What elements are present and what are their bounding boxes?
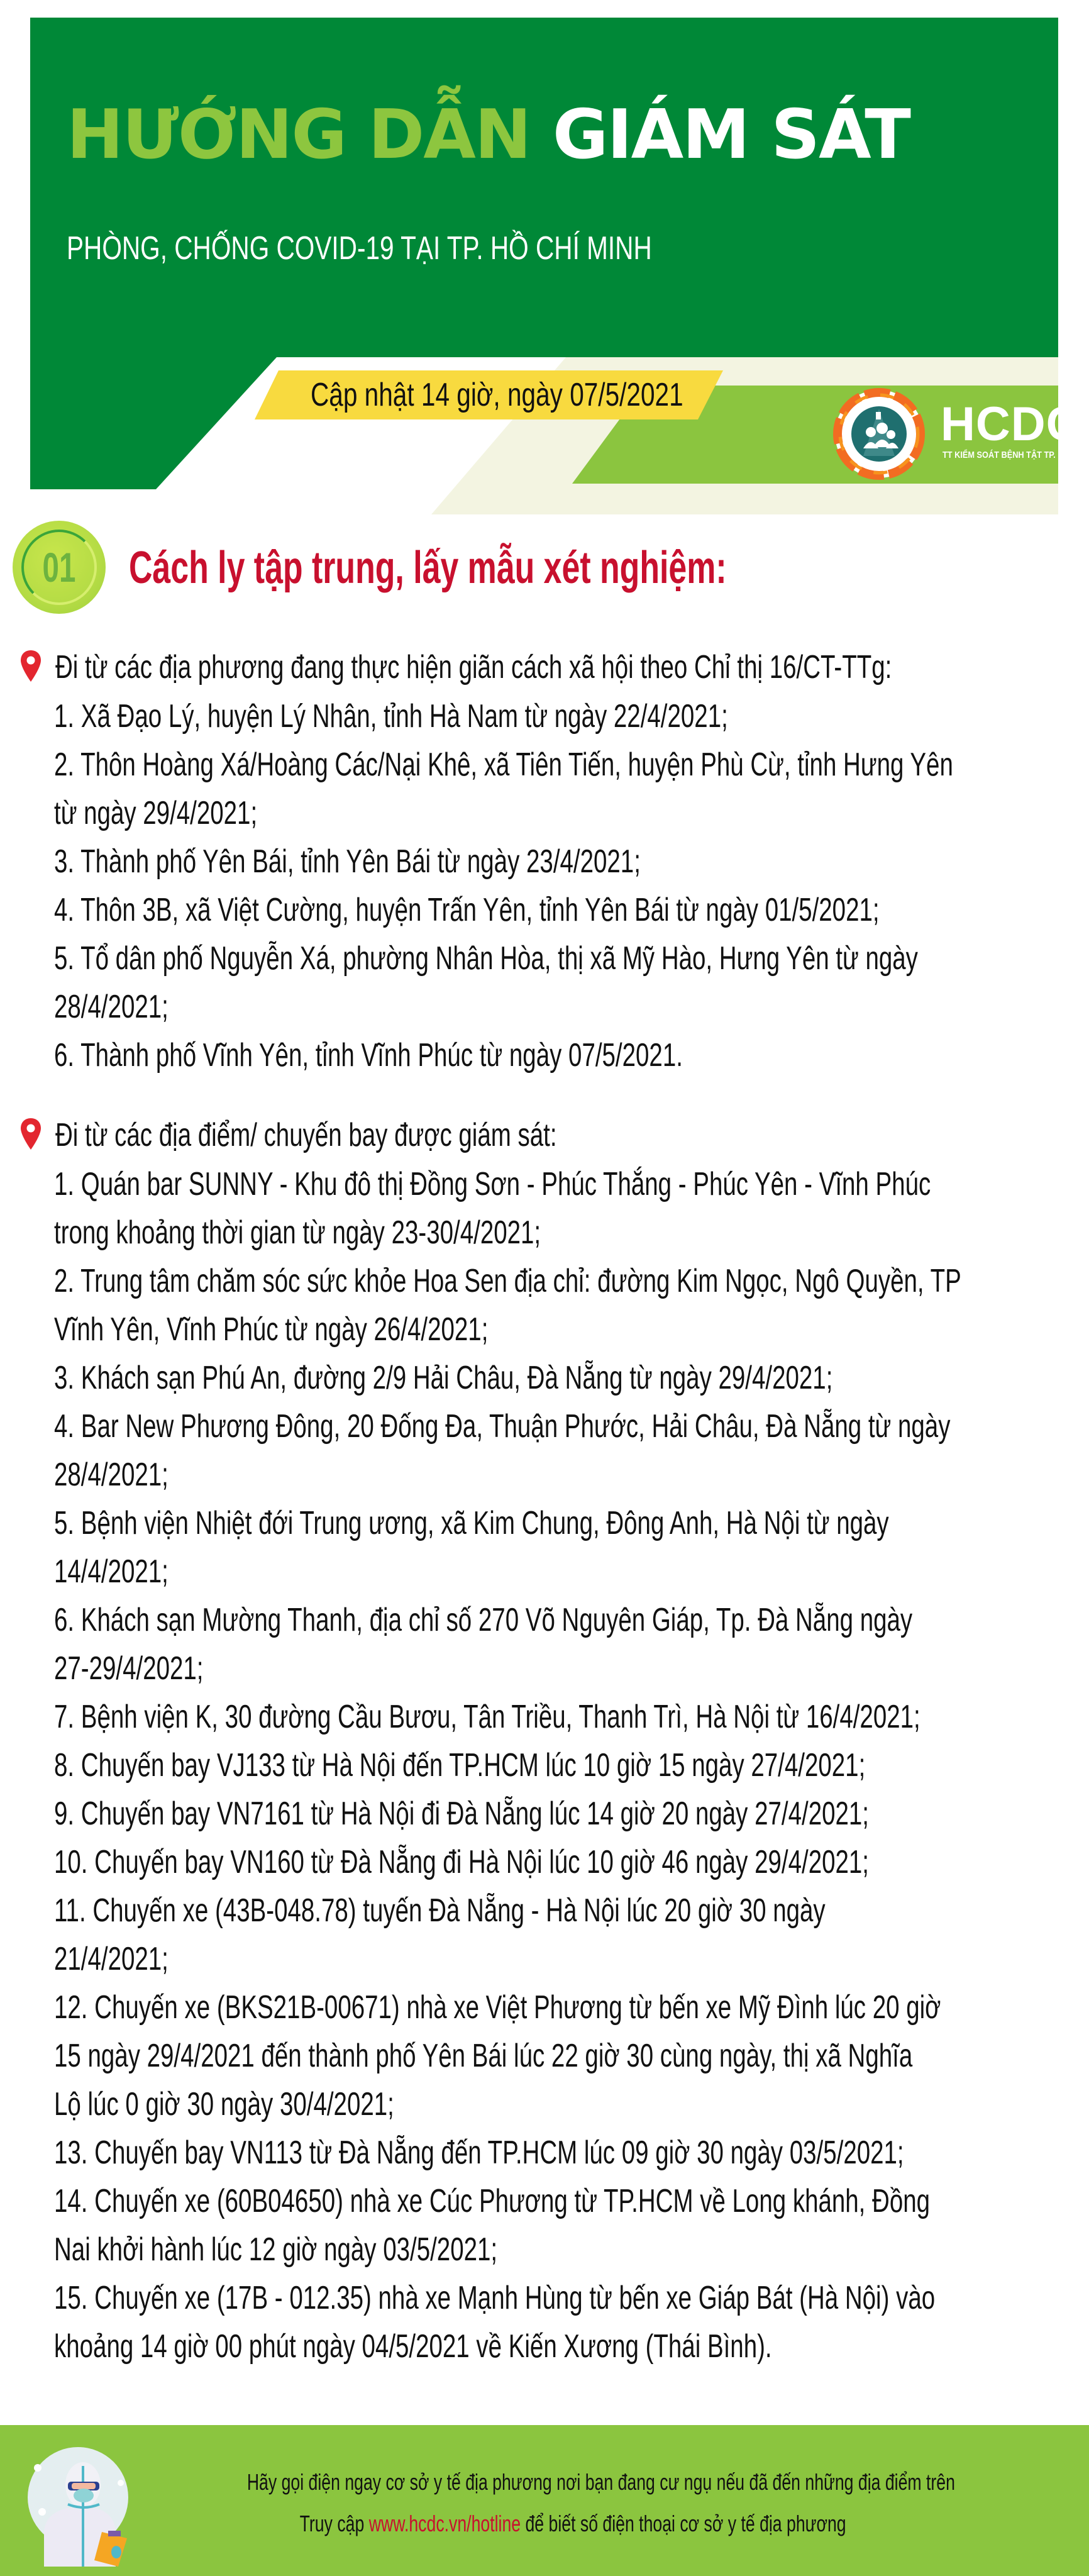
list-line: 13. Chuyến bay VN113 từ Đà Nẵng đến TP.HCM lúc 09 giờ 30 ngày 03/5/2021; [54,2135,904,2171]
location-pin-icon [19,649,43,683]
page-title [67,94,910,176]
list-line: 7. Bệnh viện K, 30 đường Cầu Bươu, Tân Triều, Thanh Trì, Hà Nội từ 16/4/2021; [54,1699,920,1735]
health-worker-icon [8,2438,140,2570]
list-line: 1. Quán bar SUNNY - Khu đô thị Đồng Sơn - Phúc Thắng - Phúc Yên - Vĩnh Phúc [54,1166,931,1202]
group-heading: Đi từ các địa điểm/ chuyến bay được giám sát: [55,1117,557,1153]
footer-line-1: Hãy gọi điện ngay cơ sở y tế địa phương nơi bạn đang cư ngụ nếu đã đến những địa điểm trên [246,2469,956,2495]
list-line: 21/4/2021; [54,1941,169,1977]
title-part-2: GIÁM SÁT [552,96,910,174]
hotline-link[interactable]: www.hcdc.vn/hotline [368,2511,521,2536]
list-line: từ ngày 29/4/2021; [54,795,258,831]
list-line: 5. Tổ dân phố Nguyễn Xá, phường Nhân Hòa, thị xã Mỹ Hào, Hưng Yên từ ngày [54,940,918,977]
group-heading: Đi từ các địa phương đang thực hiện giãn cách xã hội theo Chỉ thị 16/CT-TTg: [55,649,892,686]
list-line: 5. Bệnh viện Nhiệt đới Trung ương, xã Kim Chung, Đông Anh, Hà Nội từ ngày [54,1505,889,1541]
list-line: 11. Chuyến xe (43B-048.78) tuyến Đà Nẵng - Hà Nội lúc 20 giờ 30 ngày [54,1892,826,1929]
section-number-badge [13,521,106,614]
list-line: Vĩnh Yên, Vĩnh Phúc từ ngày 26/4/2021; [54,1311,489,1348]
list-line: 15. Chuyến xe (17B - 012.35) nhà xe Mạnh Hùng từ bến xe Giáp Bát (Hà Nội) vào [54,2280,936,2316]
list-line: 10. Chuyến bay VN160 từ Đà Nẵng đi Hà Nội lúc 10 giờ 46 ngày 29/4/2021; [54,1844,869,1880]
list-line: Nai khởi hành lúc 12 giờ ngày 03/5/2021; [54,2231,498,2268]
section-number: 01 [42,544,76,591]
list-line: 1. Xã Đạo Lý, huyện Lý Nhân, tỉnh Hà Nam từ ngày 22/4/2021; [54,698,728,735]
list-line: 14. Chuyến xe (60B04650) nhà xe Cúc Phương từ TP.HCM về Long khánh, Đồng [54,2183,931,2219]
list-line: 2. Trung tâm chăm sóc sức khỏe Hoa Sen địa chỉ: đường Kim Ngọc, Ngô Quyền, TP [54,1263,961,1299]
list-line: 15 ngày 29/4/2021 đến thành phố Yên Bái lúc 22 giờ 30 cùng ngày, thị xã Nghĩa [54,2038,913,2074]
list-line: trong khoảng thời gian từ ngày 23-30/4/2021; [54,1214,541,1251]
list-line: 4. Thôn 3B, xã Việt Cường, huyện Trấn Yên, tỉnh Yên Bái từ ngày 01/5/2021; [54,892,880,928]
list-line: 9. Chuyến bay VN7161 từ Hà Nội đi Đà Nẵng lúc 14 giờ 20 ngày 27/4/2021; [54,1796,869,1832]
footer-hotline [0,2508,1089,2540]
list-line: 28/4/2021; [54,1457,169,1493]
page-subtitle: PHÒNG, CHỐNG COVID-19 TẠI TP. HỒ CHÍ MINH [67,230,652,267]
footer-suffix: để biết số điện thoại cơ sở y tế địa phương [525,2511,846,2536]
list-line: 12. Chuyến xe (BKS21B-00671) nhà xe Việt Phương từ bến xe Mỹ Đình lúc 20 giờ [54,1989,941,2026]
update-note: Cập nhật 14 giờ, ngày 07/5/2021 [311,377,683,413]
list-line: khoảng 14 giờ 00 phút ngày 04/5/2021 về Kiến Xương (Thái Bình). [54,2328,772,2365]
list-line: 6. Thành phố Vĩnh Yên, tỉnh Vĩnh Phúc từ ngày 07/5/2021. [54,1037,683,1074]
footer-prefix: Truy cập [299,2511,365,2536]
section-title: Cách ly tập trung, lấy mẫu xét nghiệm: [129,543,727,593]
location-pin-icon [19,1117,43,1151]
hcdc-logo-icon [826,387,932,481]
list-line: 3. Thành phố Yên Bái, tỉnh Yên Bái từ ngày 23/4/2021; [54,843,641,880]
list-line: 6. Khách sạn Mường Thanh, địa chỉ số 270 Võ Nguyên Giáp, Tp. Đà Nẵng ngày [54,1602,913,1638]
footer-banner [0,2425,1089,2576]
list-line: 14/4/2021; [54,1553,169,1590]
list-line: Lộ lúc 0 giờ 30 ngày 30/4/2021; [54,2086,394,2123]
logo-name: HCDC [941,397,1081,451]
logo-subtitle: TT KIỂM SOÁT BỆNH TẬT TP. HCM [943,450,1076,460]
list-line: 8. Chuyến bay VJ133 từ Hà Nội đến TP.HCM lúc 10 giờ 15 ngày 27/4/2021; [54,1747,866,1784]
footer-message [0,2467,1089,2498]
list-line: 27-29/4/2021; [54,1650,204,1687]
list-line: 2. Thôn Hoàng Xá/Hoàng Các/Nại Khê, xã Tiên Tiến, huyện Phù Cừ, tỉnh Hưng Yên [54,747,953,783]
list-line: 28/4/2021; [54,989,169,1025]
header-banner [0,0,1089,522]
title-part-1: HƯỚNG DẪN [67,96,531,174]
footer-line-2 [300,2508,846,2540]
list-line: 4. Bar New Phương Đông, 20 Đống Đa, Thuận Phước, Hải Châu, Đà Nẵng từ ngày [54,1408,951,1445]
hcdc-logo [826,387,1081,481]
list-line: 3. Khách sạn Phú An, đường 2/9 Hải Châu, Đà Nẵng từ ngày 29/4/2021; [54,1360,833,1396]
